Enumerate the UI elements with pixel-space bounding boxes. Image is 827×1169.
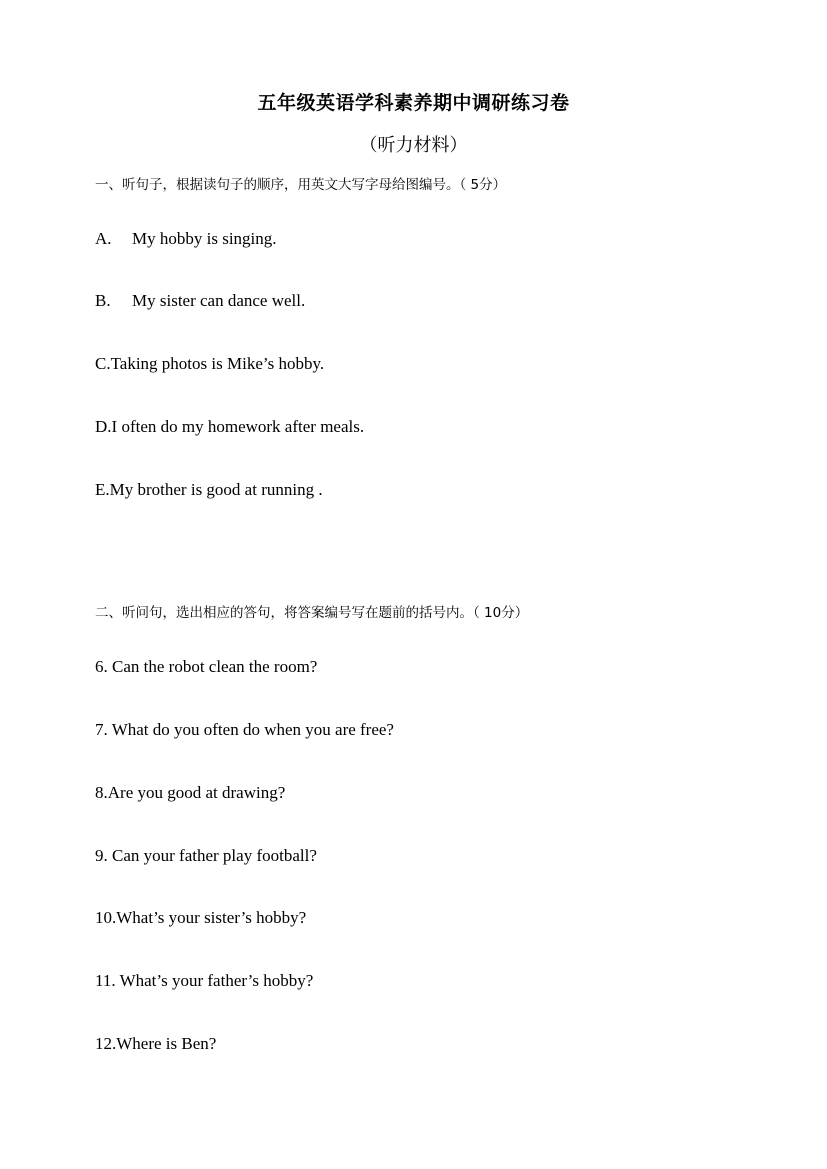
item-text: My brother is good at running . [109, 480, 323, 499]
item-label: D. [95, 417, 112, 436]
section-2-item-10 [95, 908, 306, 928]
item-text: Can the robot clean the room? [112, 657, 318, 676]
section-2-item-9 [95, 846, 317, 866]
item-label: B. [95, 291, 111, 310]
item-label: A. [95, 229, 112, 248]
item-text: Taking photos is Mike’s hobby. [110, 354, 325, 373]
item-text: Can your father play football? [112, 846, 317, 865]
item-label: 7. [95, 720, 108, 739]
section-1-item-d [95, 417, 364, 437]
item-label: 6. [95, 657, 108, 676]
item-text: What do you often do when you are free? [111, 720, 394, 739]
page-title: 五年级英语学科素养期中调研练习卷 [257, 92, 570, 114]
item-text: My sister can dance well. [132, 291, 306, 310]
section-2-item-8 [95, 783, 285, 803]
section-2-item-7 [95, 720, 394, 740]
item-text: What’s your sister’s hobby? [116, 908, 307, 927]
item-label: 9. [95, 846, 108, 865]
section-2-heading: 二、听问句，选出相应的答句，将答案编号写在题前的括号内。（ 10分） [95, 605, 529, 621]
section-1-item-a [95, 229, 277, 249]
section-1-item-e [95, 480, 323, 500]
section-1-item-c [95, 354, 324, 374]
item-label: 10. [95, 908, 117, 927]
section-1-heading: 一、听句子，根据读句子的顺序，用英文大写字母给图编号。（ 5分） [95, 177, 507, 193]
item-text: My hobby is singing. [132, 229, 277, 248]
section-2-item-11 [95, 971, 313, 991]
page-subtitle: （听力材料） [359, 135, 468, 156]
section-2-item-12 [95, 1034, 216, 1054]
item-label: 12. [95, 1034, 117, 1053]
item-label: E. [95, 480, 110, 499]
section-1-item-b [95, 291, 305, 311]
item-text: Where is Ben? [116, 1034, 217, 1053]
item-label: 8. [95, 783, 108, 802]
item-text: Are you good at drawing? [107, 783, 286, 802]
item-label: C. [95, 354, 111, 373]
item-text: What’s your father’s hobby? [119, 971, 314, 990]
item-label: 11. [95, 971, 116, 990]
item-text: I often do my homework after meals. [111, 417, 365, 436]
section-2-item-6 [95, 657, 317, 677]
